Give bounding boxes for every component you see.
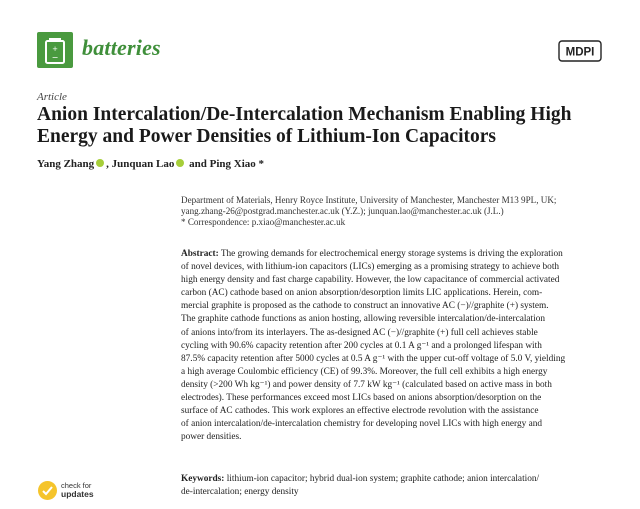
abstract-line: Abstract: The growing demands for electrochemical energy storage systems is driving the exploration: [181, 249, 563, 259]
publisher-name: MDPI: [565, 46, 595, 59]
affiliation-line: Department of Materials, Henry Royce Institute, University of Manchester, Manchester M13 9PL, UK;: [181, 195, 557, 205]
abstract-line: of anions into/from its interlayers. The as-designed AC (−)//graphite (+) full cell achieves stable: [181, 327, 538, 338]
author-name[interactable]: Yang Zhang: [37, 158, 95, 170]
correspondence-line: * Correspondence: p.xiao@manchester.ac.uk: [181, 217, 346, 227]
journal-name[interactable]: batteries: [82, 35, 161, 60]
abstract-line: of anion intercalation/de-intercalation chemistry for developing novel LICs with high energy and: [181, 419, 543, 430]
keywords-label: Keywords:: [181, 474, 225, 484]
abstract-line: power densities.: [181, 432, 242, 443]
corresponding-mark: *: [258, 158, 265, 170]
abstract-line: cycling with 90.6% capacity retention after 200 cycles at 0.1 A g⁻¹ and a prolonged lifespan with: [181, 340, 542, 351]
author-name[interactable]: Junquan Lao: [111, 158, 175, 170]
keywords: [181, 473, 607, 499]
abstract-line: a high average Coulombic efficiency (CE) of 99.3%. Moreover, the full cell exhibits a high energy: [181, 366, 548, 377]
mdpi-logo[interactable]: [558, 40, 602, 62]
abstract-line: 87.5% capacity retention after 5000 cycles at 0.5 A g⁻¹ with the upper cut-off voltage of 5.0 V, yielding: [181, 353, 566, 364]
svg-text:−: −: [51, 53, 59, 62]
badge-line2: updates: [61, 489, 94, 499]
abstract-line: mercial graphite is proposed as the cathode to construct an innovative AC (−)//graphite (+) system.: [181, 301, 549, 312]
affiliation-line: yang.zhang-26@postgrad.manchester.ac.uk (Y.Z.); junquan.lao@manchester.ac.uk (J.L.): [181, 206, 504, 216]
abstract-line: density (>200 Wh kg⁻¹) and power density of 7.7 kW kg⁻¹ (calculated based on active mass in both: [181, 379, 552, 390]
abstract-label: Abstract:: [181, 249, 219, 259]
abstract-line: high energy density and fast charge capability. However, the low capacitance of commercial activated: [181, 275, 560, 286]
author-name[interactable]: Ping Xiao: [209, 158, 256, 170]
keywords-line: Keywords: lithium-ion capacitor; hybrid dual-ion system; graphite cathode; anion intercalation/: [181, 474, 540, 484]
article-type: Article: [37, 91, 67, 103]
abstract: [181, 248, 607, 444]
affiliations: [181, 195, 611, 228]
badge-line1: check for: [61, 481, 92, 490]
svg-text:+: +: [52, 45, 58, 53]
check-updates-icon: [38, 481, 57, 500]
journal-logo[interactable]: [37, 32, 73, 68]
abstract-line: electrodes). These performances exceed most LICs based on anions absorption/desorption on the: [181, 393, 542, 404]
abstract-line: carbon (AC) cathode based on anion absorption/desorption limits LIC applications. Herein, com-: [181, 288, 543, 299]
keywords-line: de-intercalation; energy density: [181, 487, 299, 498]
orcid-icon[interactable]: [96, 159, 104, 167]
abstract-line: The graphite cathode functions as anion hosting, allowing reversible intercalation/de-intercalation: [181, 314, 546, 325]
check-for-updates-badge[interactable]: [38, 478, 108, 504]
abstract-line: of novel devices, with lithium-ion capacitors (LICs) emerging as a promising strategy to achieve both: [181, 262, 560, 273]
battery-icon: [37, 32, 73, 68]
orcid-icon[interactable]: [176, 159, 184, 167]
author-list: Yang Zhang , Junquan Lao and Ping Xiao *: [37, 158, 265, 170]
title-line: Anion Intercalation/De-Intercalation Mechanism Enabling High: [37, 104, 572, 125]
abstract-line: surface of AC cathodes. This work explores an effective electrode revolution with the assistance: [181, 406, 539, 417]
article-title: [37, 104, 617, 148]
title-line: Energy and Power Densities of Lithium-Ion Capacitors: [37, 126, 496, 147]
